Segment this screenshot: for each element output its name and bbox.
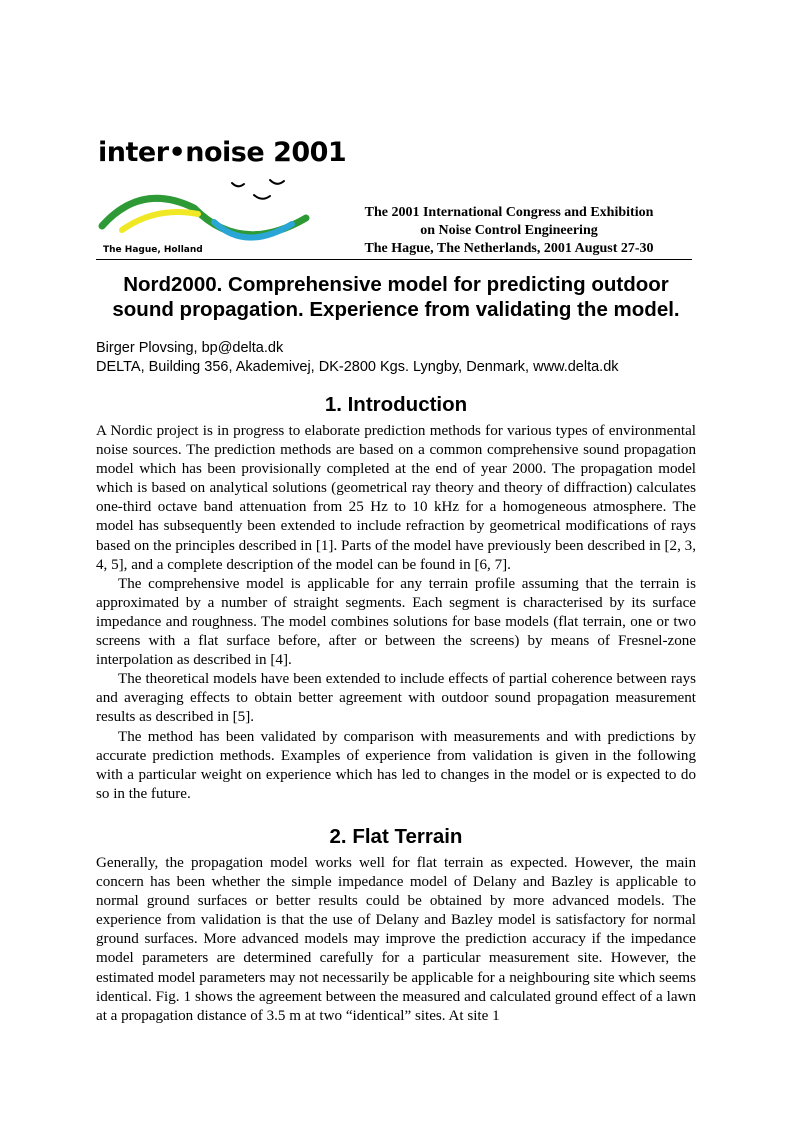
paragraph: A Nordic project is in progress to elaborate prediction methods for various types of environmental noise sources. The prediction methods are based on a common comprehensive sound propagation model which has been provisionally completed at the end of year 2000. The propagation model which is based on analytical solutions (geometrical ray theory and theory of diffraction) calculates one-third octave band attenuation from 25 Hz to 10 kHz for a homogeneous atmosphere. The model has subsequently been extended to include refraction by geometrical modifications of rays based on the principles described in [1]. Parts of the model have previously been described in [2, 3, 4, 5], and a complete description of the model can be found in [6, 7]. bbox=[96, 423, 696, 573]
paragraph: The method has been validated by comparison with measurements and with predictions by accurate prediction methods. Examples of experience from validation is given in the following with a particular weight on experience which has led to changes in the model or is expected to do so in the future. bbox=[96, 728, 696, 802]
author-block bbox=[96, 339, 696, 377]
logo-wordmark: inter•noise 2001 bbox=[98, 137, 347, 168]
author-line: Birger Plovsing, bp@delta.dk bbox=[96, 340, 284, 356]
paper-title bbox=[96, 272, 696, 322]
paragraph: Generally, the propagation model works well for flat terrain as expected. However, the main concern has been whether the simple impedance model of Delany and Bazley is applicable to normal ground surfaces or better results could be obtained by more advanced models. The experience from validation is that the use of Delany and Bazley model is satisfactory for normal ground surfaces. More advanced models may improve the prediction accuracy if the impedance model parameters are determined carefully for a particular measurement site. However, the estimated model parameters may not necessarily be applicable for a neighbouring site which seems identical. Fig. 1 shows the agreement between the measured and calculated ground effect of a lawn at a propagation distance of 3.5 m at two “identical” sites. At site 1 bbox=[96, 855, 696, 1024]
affiliation-line: DELTA, Building 356, Akademivej, DK-2800 Kgs. Lyngby, Denmark, www.delta.dk bbox=[96, 359, 619, 375]
title-line: sound propagation. Experience from validating the model. bbox=[112, 298, 680, 321]
section-body-flat-terrain bbox=[96, 854, 696, 1026]
section-heading-introduction: 1. Introduction bbox=[324, 393, 468, 416]
conference-line: The 2001 International Congress and Exhibition bbox=[364, 205, 654, 220]
title-line: Nord2000. Comprehensive model for predicting outdoor bbox=[123, 273, 669, 296]
logo-city-label: The Hague, Holland bbox=[103, 245, 203, 255]
paragraph: The theoretical models have been extended to include effects of partial coherence between rays and averaging effects to obtain better agreement with outdoor sound propagation measurement results as described in [5]. bbox=[96, 671, 696, 726]
header-rule bbox=[96, 259, 692, 260]
conference-info bbox=[332, 204, 686, 258]
wave-smile-icon bbox=[96, 178, 326, 248]
section-body-introduction bbox=[96, 422, 696, 804]
conference-logo bbox=[96, 132, 347, 262]
section-heading-flat-terrain: 2. Flat Terrain bbox=[329, 825, 463, 848]
conference-line: on Noise Control Engineering bbox=[420, 223, 598, 238]
conference-line: The Hague, The Netherlands, 2001 August 27-30 bbox=[364, 241, 654, 256]
paragraph: The comprehensive model is applicable for any terrain profile assuming that the terrain is approximated by a number of straight segments. Each segment is characterised by its surface impedance and roughness. The model combines solutions for base models (flat terrain, one or two screens with a flat surface before, after or between the screens) by means of Fresnel-zone interpolation as described in [4]. bbox=[96, 575, 696, 669]
